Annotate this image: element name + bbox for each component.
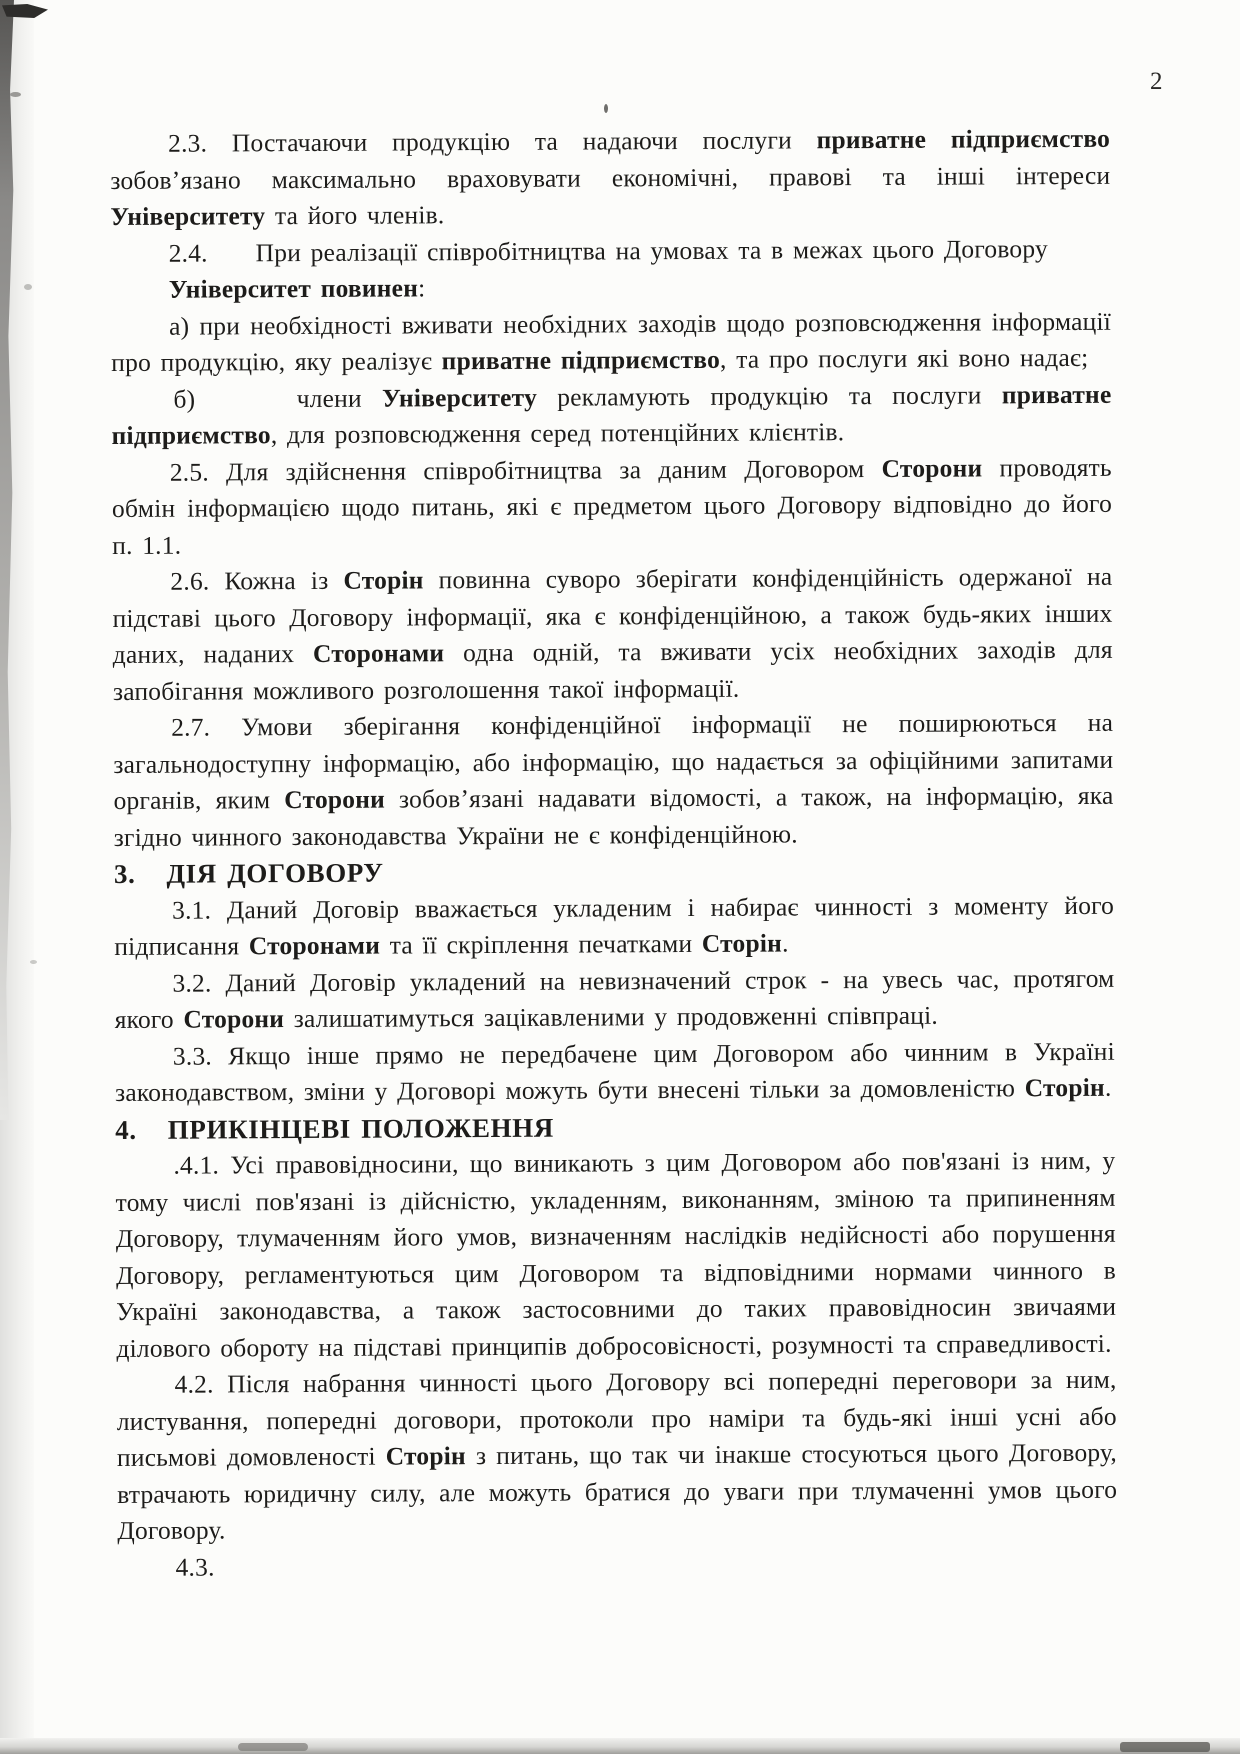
bold-text-segment: Сторін — [343, 565, 424, 595]
bold-text-segment: приватне підприємство — [111, 379, 1112, 450]
bold-text-segment: Сторін — [385, 1441, 466, 1471]
text-segment: одна одній, та вживати усіх необхідних заходів для запобігання можливого розголошення такої інформації. — [112, 634, 1113, 706]
text-segment: , та про послуги які воно надає; — [719, 342, 1089, 374]
bold-text-segment: Сторони — [284, 784, 386, 815]
text-segment: рекламують продукцію та послуги — [536, 379, 1002, 412]
bold-text-segment: Сторони — [183, 1004, 285, 1034]
item-b — [111, 376, 1111, 454]
bold-text-segment: приватне підприємство — [816, 123, 1111, 155]
clause-2-4 — [111, 230, 1111, 272]
text-segment: . — [1104, 1072, 1112, 1102]
text-segment: повинна суворо зберігати конфіденційність одержаної на підставі цього Договору інформації, яка є конфіденційною, а також будь-яких інших даних, наданих — [112, 561, 1113, 669]
text-segment: 3.2. Даний Договір укладений на невизначений строк - на увесь час, протягом якого — [114, 963, 1115, 1034]
text-segment: 2.4. При реалізації співробітництва на умовах та в межах цього Договору — [168, 233, 1048, 268]
text-segment: зобов’язані надавати відомості, а також, на інформацію, яка згідно чинного законодавства України не є конфіденційною. — [113, 780, 1114, 852]
bold-text-segment: 3. ДІЯ ДОГОВОРУ — [113, 857, 384, 889]
bold-text-segment: Сторін — [1024, 1072, 1105, 1103]
text-segment: 2.5. Для здійснення співробітництва за даним Договором — [169, 453, 882, 487]
text-segment: 4.2. Після набрання чинності цього Договору всі попередні переговори за ним, листування, попередні договори, протоколи про наміри та будь-які інші усні або письмові домовленості — [116, 1364, 1117, 1472]
scan-artifact-bottom-edge — [0, 1738, 1240, 1754]
section-4-heading — [115, 1106, 1115, 1148]
scan-artifact-speck — [24, 284, 32, 290]
text-segment: 3.3. Якщо інше прямо не передбачене цим Договором або чинним в Україні законодавством, зміни у Договорі можуть бути внесені тільки за домовленістю — [114, 1036, 1115, 1107]
text-segment: зобов’язано максимально враховувати економічні, правові та інші інтереси — [110, 160, 1111, 195]
bold-text-segment: Сторонами — [248, 930, 381, 961]
text-segment: б) члени — [173, 383, 383, 414]
item-a — [111, 303, 1111, 381]
text-segment: 3.1. Даний Договір вважається укладеним і набирає чинності з моменту його підписання — [114, 890, 1115, 961]
text-segment: та його членів. — [265, 200, 445, 231]
bold-text-segment: Університету — [382, 382, 538, 413]
contract-text-body — [110, 121, 1118, 1586]
clause-3-3 — [115, 1033, 1115, 1111]
scan-artifact-corner-mark — [2, 4, 48, 18]
clause-2-3 — [110, 121, 1111, 236]
bold-text-segment: Сторони — [881, 452, 983, 483]
scan-artifact-smudge — [238, 1743, 308, 1751]
bold-text-segment: Сторонами — [312, 638, 445, 668]
bold-text-segment: Університету — [110, 201, 266, 231]
clause-3-2 — [114, 960, 1114, 1038]
page-number: 2 — [1150, 68, 1163, 95]
text-segment: 2.6. Кожна із — [170, 565, 344, 596]
scan-artifact-smudge — [1120, 1742, 1210, 1752]
clause-2-6 — [112, 559, 1113, 710]
scan-artifact-speck — [604, 104, 608, 113]
scan-artifact-speck — [10, 92, 21, 97]
section-3-heading — [114, 851, 1114, 893]
bold-text-segment: приватне підприємство — [441, 344, 721, 376]
text-segment: залишатимуться зацікавленими у продовженні співпраці. — [284, 1000, 939, 1034]
text-segment: : — [417, 273, 426, 303]
text-segment: з питань, що так чи інакше стосуються цього Договору, втрачають юридичну силу, але можуть братися до уваги при тлумаченні умов цього Договору. — [117, 1437, 1118, 1545]
bold-text-segment: 4. ПРИКІНЦЕВІ ПОЛОЖЕННЯ — [115, 1112, 554, 1145]
text-segment: а) при необхідності вживати необхідних заходів щодо розповсюдження інформації про продукцію, яку реалізує — [111, 306, 1112, 377]
text-segment: та її скріплення печатками — [380, 928, 702, 960]
text-segment: 2.3. Постачаючи продукцію та надаючи послуги — [168, 125, 817, 158]
clause-4-1 — [115, 1143, 1116, 1367]
bold-text-segment: Сторін — [701, 928, 783, 958]
clause-4-2 — [116, 1362, 1117, 1550]
scan-artifact-speck — [30, 960, 37, 964]
text-segment: 4.3. — [175, 1551, 215, 1582]
clause-2-5 — [112, 449, 1113, 564]
text-segment: 2.7. Умови зберігання конфіденційної інформації не поширюються на загальнодоступну інформацію, або інформацію, що надається за офіційними запитами органів, яким — [113, 707, 1114, 815]
text-segment: . — [781, 928, 789, 958]
clause-2-4-continuation — [111, 267, 1111, 309]
bold-text-segment: Університет повинен — [168, 273, 419, 304]
text-segment: проводять обмін інформацією щодо питань, які є предметом цього Договору відповідно до його п. 1.1. — [111, 452, 1113, 560]
clause-3-1 — [114, 887, 1114, 965]
clause-2-7 — [113, 705, 1114, 856]
text-segment: .4.1. Усі правовідносини, що виникають з цим Договором або пов'язані із ним, у тому числі пов'язані із дійсністю, укладенням, виконанням, зміною та припиненням Договору, тлумаченням його умов, визначенням наслідків недійсності або порушення Договору, регламентуються цим Договором та відповідними нормами чинного в Україні законодавства, а також застосовними до таких правовідносин звичаями ділового обороту на підставі принципів добросовісності, розумності та справедливості. — [115, 1145, 1117, 1363]
clause-4-3 — [117, 1544, 1117, 1586]
text-segment: , для розповсюдження серед потенційних клієнтів. — [270, 417, 845, 450]
